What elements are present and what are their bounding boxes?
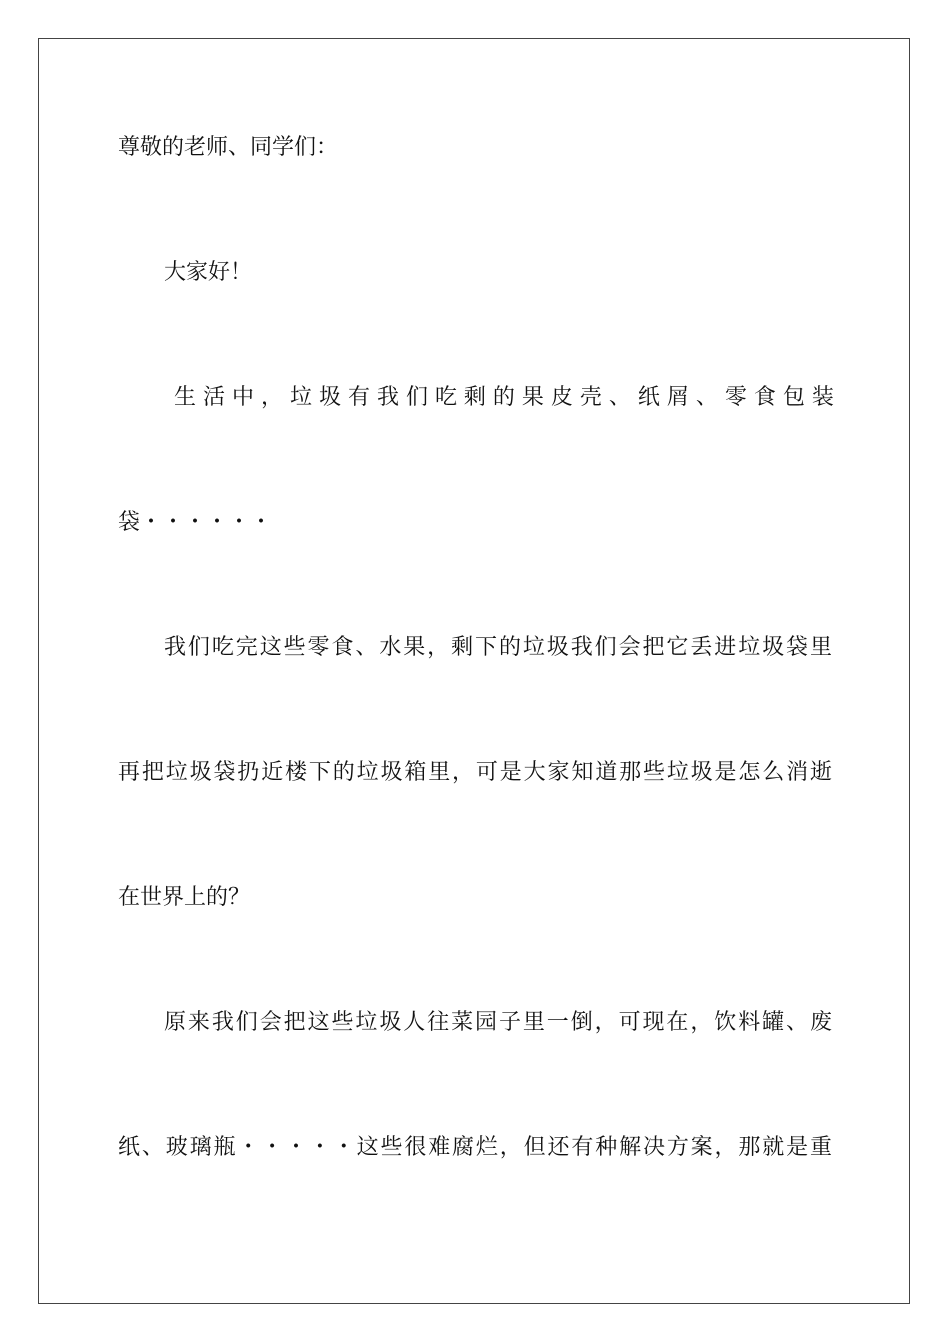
page-border — [38, 38, 910, 1304]
paragraph-2-line-2: 再把垃圾袋扔近楼下的垃圾箱里，可是大家知道那些垃圾是怎么消逝 — [118, 760, 832, 785]
paragraph-3-line-2: 纸、玻璃瓶・・・・・这些很难腐烂，但还有种解决方案，那就是重 — [118, 1135, 832, 1160]
paragraph-3-line-1: 原来我们会把这些垃圾人往菜园子里一倒，可现在，饮料罐、废 — [164, 1010, 832, 1035]
greeting-line: 大家好！ — [164, 260, 253, 285]
paragraph-2-line-3: 在世界上的？ — [118, 885, 251, 910]
paragraph-1-line-2: 袋・・・・・・ — [118, 510, 273, 535]
paragraph-2-line-1: 我们吃完这些零食、水果，剩下的垃圾我们会把它丢进垃圾袋里 — [164, 635, 832, 660]
salutation-line: 尊敬的老师、同学们： — [118, 135, 339, 160]
paragraph-1-line-1: 生 活 中 ， 垃 圾 有 我 们 吃 剩 的 果 皮 壳 、 纸 屑 、 零 食 包 装 — [174, 385, 834, 410]
